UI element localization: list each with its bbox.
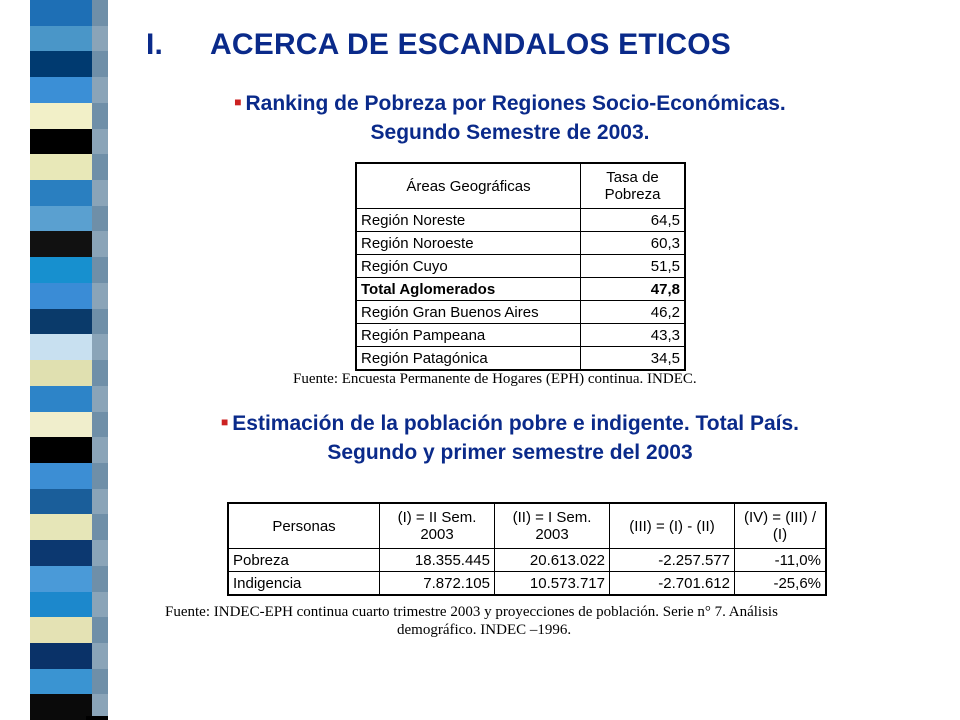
stripe-segment bbox=[30, 412, 92, 438]
stripe-shadow-segment bbox=[92, 412, 108, 438]
stripe-segment bbox=[30, 26, 92, 52]
stripe-segment bbox=[30, 643, 92, 669]
cell-area: Región Pampeana bbox=[356, 324, 581, 347]
stripe-shadow-segment bbox=[92, 592, 108, 618]
table-row-total bbox=[356, 278, 685, 301]
cell-rate: 51,5 bbox=[581, 255, 686, 278]
cell-area: Región Noroeste bbox=[356, 232, 581, 255]
stripe-segment bbox=[30, 180, 92, 206]
stripe-shadow-segment bbox=[92, 540, 108, 566]
stripe-segment bbox=[30, 154, 92, 180]
stripe-shadow-segment bbox=[92, 180, 108, 206]
cell-value: 20.613.022 bbox=[495, 549, 610, 572]
stripe-shadow-segment bbox=[92, 463, 108, 489]
cell-value: -2.257.577 bbox=[610, 549, 735, 572]
stripe-shadow-segment bbox=[92, 129, 108, 155]
stripe-shadow-segment bbox=[92, 643, 108, 669]
table-row bbox=[356, 209, 685, 232]
stripe-segment bbox=[30, 257, 92, 283]
cell-area: Región Cuyo bbox=[356, 255, 581, 278]
cell-rate: 64,5 bbox=[581, 209, 686, 232]
header-col1: (I) = II Sem. 2003 bbox=[380, 503, 495, 549]
stripe-shadow bbox=[92, 0, 108, 720]
header-rate: Tasa de Pobreza bbox=[581, 163, 686, 209]
title-text: ACERCA DE ESCANDALOS ETICOS bbox=[210, 28, 731, 61]
cell-value: -2.701.612 bbox=[610, 572, 735, 596]
stripe-segment bbox=[30, 103, 92, 129]
stripe-segment bbox=[30, 0, 92, 26]
cell-rate: 46,2 bbox=[581, 301, 686, 324]
stripe-shadow-segment bbox=[92, 0, 108, 26]
header-area: Áreas Geográficas bbox=[356, 163, 581, 209]
table-row bbox=[356, 301, 685, 324]
table-row bbox=[356, 232, 685, 255]
section1-heading-line1: Ranking de Pobreza por Regiones Socio-Económicas. bbox=[245, 92, 786, 115]
cell-rate: 43,3 bbox=[581, 324, 686, 347]
stripe-segment bbox=[30, 669, 92, 695]
stripe-segment bbox=[30, 77, 92, 103]
table2-source-line2: demográfico. INDEC –1996. bbox=[397, 622, 572, 638]
section1-heading bbox=[140, 88, 880, 147]
stripe-segment bbox=[30, 231, 92, 257]
stripe-segment bbox=[30, 51, 92, 77]
stripe-shadow-segment bbox=[92, 309, 108, 335]
stripe-segment bbox=[30, 514, 92, 540]
cell-area: Región Patagónica bbox=[356, 347, 581, 371]
stripe-shadow-segment bbox=[92, 566, 108, 592]
table1-source: Fuente: Encuesta Permanente de Hogares (EPH) continua. INDEC. bbox=[293, 371, 697, 387]
poverty-estimation-table bbox=[227, 502, 827, 596]
stripe-shadow-segment bbox=[92, 283, 108, 309]
table-row bbox=[356, 347, 685, 371]
stripe-shadow-segment bbox=[92, 360, 108, 386]
cell-value: 10.573.717 bbox=[495, 572, 610, 596]
stripe-shadow-segment bbox=[92, 617, 108, 643]
stripe-main bbox=[30, 0, 92, 720]
stripe-segment bbox=[30, 283, 92, 309]
section2-heading-line1: Estimación de la población pobre e indigente. Total País. bbox=[232, 412, 799, 435]
table-row bbox=[356, 255, 685, 278]
stripe-shadow-segment bbox=[92, 51, 108, 77]
cell-rate: 60,3 bbox=[581, 232, 686, 255]
stripe-shadow-segment bbox=[92, 231, 108, 257]
cell-rate: 34,5 bbox=[581, 347, 686, 371]
stripe-shadow-segment bbox=[92, 669, 108, 695]
header-col4: (IV) = (III) / (I) bbox=[735, 503, 827, 549]
cell-value: -25,6% bbox=[735, 572, 827, 596]
bullet-icon: ■ bbox=[221, 415, 229, 429]
stripe-segment bbox=[30, 592, 92, 618]
section1-heading-line2: Segundo Semestre de 2003. bbox=[370, 121, 650, 144]
table-row bbox=[228, 572, 826, 596]
stripe-segment bbox=[30, 489, 92, 515]
stripe-segment bbox=[30, 617, 92, 643]
cell-area: Región Gran Buenos Aires bbox=[356, 301, 581, 324]
stripe-segment bbox=[30, 309, 92, 335]
stripe-shadow-segment bbox=[92, 26, 108, 52]
stripe-segment bbox=[30, 694, 92, 720]
cell-area: Total Aglomerados bbox=[356, 278, 581, 301]
header-col2: (II) = I Sem. 2003 bbox=[495, 503, 610, 549]
bullet-icon: ■ bbox=[234, 95, 242, 109]
table-row bbox=[228, 549, 826, 572]
stripe-shadow-segment bbox=[92, 206, 108, 232]
cell-rate: 47,8 bbox=[581, 278, 686, 301]
stripe-segment bbox=[30, 206, 92, 232]
header-col3: (III) = (I) - (II) bbox=[610, 503, 735, 549]
cell-label: Indigencia bbox=[228, 572, 380, 596]
stripe-shadow-segment bbox=[92, 437, 108, 463]
page-title bbox=[146, 28, 731, 62]
stripe-shadow-segment bbox=[92, 103, 108, 129]
cell-value: -11,0% bbox=[735, 549, 827, 572]
cell-label: Pobreza bbox=[228, 549, 380, 572]
title-numeral: I. bbox=[146, 28, 164, 61]
stripe-segment bbox=[30, 360, 92, 386]
stripe-shadow-segment bbox=[92, 77, 108, 103]
stripe-segment bbox=[30, 386, 92, 412]
table-row bbox=[356, 324, 685, 347]
stripe-shadow-segment bbox=[92, 257, 108, 283]
stripe-shadow-segment bbox=[92, 154, 108, 180]
stripe-shadow-segment bbox=[92, 334, 108, 360]
table2-source-line1: Fuente: INDEC-EPH continua cuarto trimestre 2003 y proyecciones de población. Serie n° 7. Análisis bbox=[165, 604, 778, 620]
stripe-edge bbox=[86, 716, 108, 720]
stripe-segment bbox=[30, 334, 92, 360]
cell-area: Región Noreste bbox=[356, 209, 581, 232]
stripe-shadow-segment bbox=[92, 514, 108, 540]
poverty-ranking-table bbox=[355, 162, 686, 371]
table-header-row bbox=[356, 163, 685, 209]
stripe-segment bbox=[30, 566, 92, 592]
stripe-segment bbox=[30, 463, 92, 489]
stripe-shadow-segment bbox=[92, 489, 108, 515]
cell-value: 7.872.105 bbox=[380, 572, 495, 596]
stripe-segment bbox=[30, 540, 92, 566]
decorative-stripe bbox=[0, 0, 108, 720]
table2-source bbox=[165, 603, 895, 639]
cell-value: 18.355.445 bbox=[380, 549, 495, 572]
stripe-segment bbox=[30, 129, 92, 155]
header-personas: Personas bbox=[228, 503, 380, 549]
table-header-row bbox=[228, 503, 826, 549]
section2-heading-line2: Segundo y primer semestre del 2003 bbox=[327, 441, 693, 464]
section2-heading bbox=[120, 408, 900, 467]
stripe-segment bbox=[30, 437, 92, 463]
stripe-shadow-segment bbox=[92, 386, 108, 412]
